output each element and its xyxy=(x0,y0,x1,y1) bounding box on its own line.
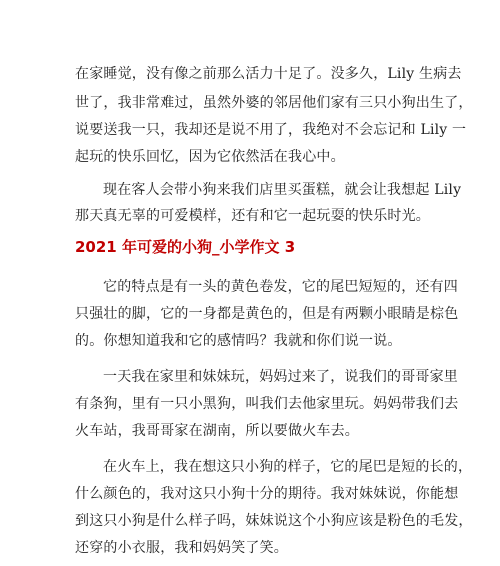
paragraph-4-line-2: 有条狗，里有一只小黑狗，叫我们去他家里玩。妈妈带我们去 xyxy=(75,396,459,412)
paragraph-1-line-3: 说要送我一只，我却还是说不用了，我绝对不会忘记和 Lily 一 xyxy=(75,122,467,138)
section-heading: 2021 年可爱的小狗_小学作文 3 xyxy=(75,238,296,256)
paragraph-4-line-1: 一天我在家里和妹妹玩，妈妈过来了，说我们的哥哥家里 xyxy=(103,369,458,385)
paragraph-5-line-2: 什么颜色的，我对这只小狗十分的期待。我对妹妹说，你能想 xyxy=(75,486,459,502)
paragraph-3-line-1: 它的特点是有一头的黄色卷发，它的尾巴短短的，还有四 xyxy=(103,279,458,295)
paragraph-5-line-1: 在火车上，我在想这只小狗的样子，它的尾巴是短的长的， xyxy=(103,459,473,475)
paragraph-3-line-3: 的。你想知道我和它的感情吗？我就和你们说一说。 xyxy=(75,333,402,349)
paragraph-1-line-1: 在家睡觉，没有像之前那么活力十足了。没多久，Lily 生病去 xyxy=(75,66,462,82)
paragraph-3-line-2: 只强壮的脚，它的一身都是黄色的，但是有两颗小眼睛是棕色 xyxy=(75,306,459,322)
paragraph-2-line-2: 那天真无辜的可爱模样，还有和它一起玩耍的快乐时光。 xyxy=(75,208,430,224)
paragraph-1-line-2: 世了，我非常难过，虽然外婆的邻居他们家有三只小狗出生了， xyxy=(75,95,473,111)
paragraph-4-line-3: 火车站，我哥哥家在湖南，所以要做火车去。 xyxy=(75,423,359,439)
paragraph-2-line-1: 现在客人会带小狗来我们店里买蛋糕，就会让我想起 Lily xyxy=(103,182,462,198)
paragraph-5-line-4: 还穿的小衣服，我和妈妈笑了笑。 xyxy=(75,540,288,556)
paragraph-1-line-4: 起玩的快乐回忆，因为它依然活在我心中。 xyxy=(75,149,345,165)
paragraph-5-line-3: 到这只小狗是什么样子吗，妹妹说这个小狗应该是粉色的毛发， xyxy=(75,513,473,529)
